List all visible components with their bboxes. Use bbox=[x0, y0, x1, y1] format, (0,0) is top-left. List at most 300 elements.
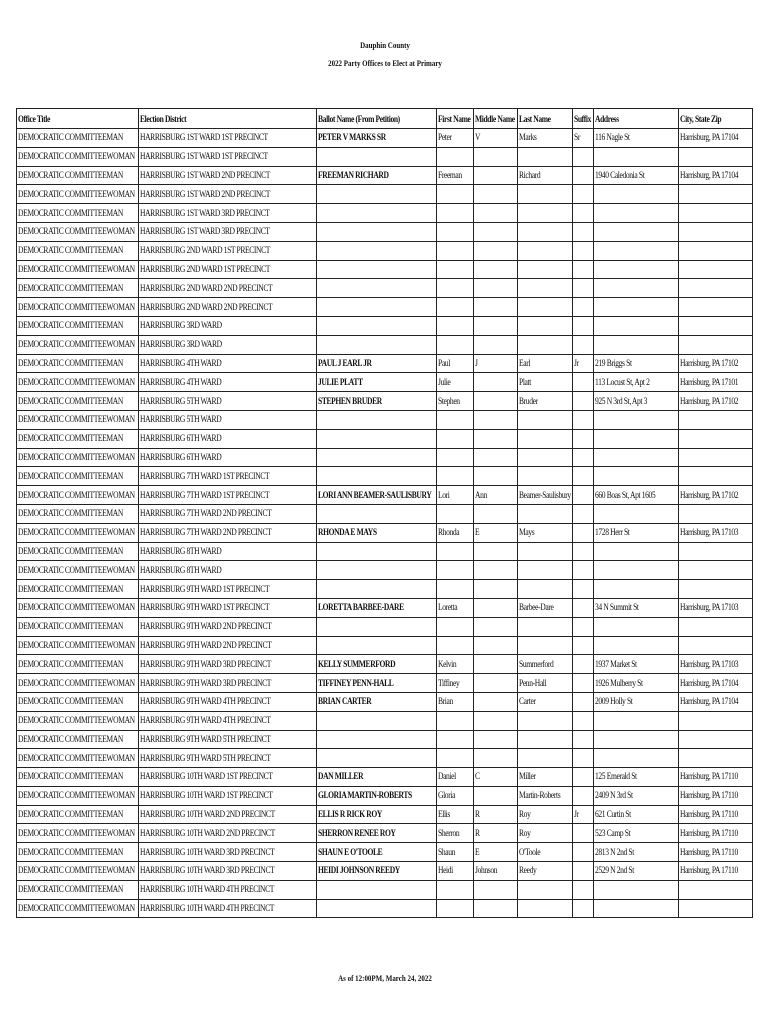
election-district-text: HARRISBURG 1ST WARD 1ST PRECINCT bbox=[140, 132, 268, 143]
cell-office-title bbox=[17, 147, 139, 166]
cell-election-district bbox=[139, 824, 317, 843]
cell-office-title bbox=[17, 504, 139, 523]
cell-office-title bbox=[17, 222, 139, 241]
cell-last-name bbox=[518, 636, 573, 655]
cell-first-name bbox=[437, 692, 474, 711]
cell-city-state-zip bbox=[679, 241, 753, 260]
table-row bbox=[17, 561, 753, 580]
cell-election-district bbox=[139, 204, 317, 223]
last-name-text: Carter bbox=[519, 696, 536, 707]
cell-election-district bbox=[139, 805, 317, 824]
cell-first-name bbox=[437, 279, 474, 298]
first-name-text: Stephen bbox=[438, 395, 460, 406]
cell-ballot-name bbox=[317, 467, 437, 486]
election-district-text: HARRISBURG 9TH WARD 5TH PRECINCT bbox=[140, 752, 271, 763]
cell-middle-name bbox=[474, 692, 518, 711]
last-name-text: Earl bbox=[519, 357, 531, 368]
table-row bbox=[17, 843, 753, 862]
cell-election-district bbox=[139, 598, 317, 617]
cell-first-name bbox=[437, 768, 474, 787]
cell-first-name bbox=[437, 392, 474, 411]
table-row bbox=[17, 335, 753, 354]
first-name-text: Rhonda bbox=[438, 527, 460, 538]
cell-suffix bbox=[573, 862, 594, 881]
first-name-text: Shaun bbox=[438, 846, 456, 857]
ballot-name-text: JULIE PLATT bbox=[318, 376, 363, 387]
cell-election-district bbox=[139, 147, 317, 166]
office-title-text: DEMOCRATIC COMMITTEEMAN bbox=[18, 583, 123, 594]
election-district-text: HARRISBURG 1ST WARD 3RD PRECINCT bbox=[140, 207, 270, 218]
office-title-text: DEMOCRATIC COMMITTEEMAN bbox=[18, 884, 123, 895]
office-title-text: DEMOCRATIC COMMITTEEWOMAN bbox=[18, 564, 135, 575]
cell-suffix bbox=[573, 580, 594, 599]
cell-suffix bbox=[573, 504, 594, 523]
table-row bbox=[17, 504, 753, 523]
cell-ballot-name bbox=[317, 429, 437, 448]
cell-office-title bbox=[17, 674, 139, 693]
ballot-name-text: SHERRON RENEE ROY bbox=[318, 827, 396, 838]
address-text: 2009 Holly St bbox=[595, 696, 633, 707]
table-row bbox=[17, 147, 753, 166]
election-district-text: HARRISBURG 7TH WARD 1ST PRECINCT bbox=[140, 470, 270, 481]
table-row bbox=[17, 692, 753, 711]
cell-middle-name bbox=[474, 260, 518, 279]
cell-middle-name bbox=[474, 467, 518, 486]
office-title-text: DEMOCRATIC COMMITTEEMAN bbox=[18, 809, 123, 820]
cell-suffix bbox=[573, 617, 594, 636]
cell-address bbox=[594, 805, 679, 824]
cell-ballot-name bbox=[317, 749, 437, 768]
candidates-table bbox=[16, 108, 753, 918]
election-district-text: HARRISBURG 2ND WARD 2ND PRECINCT bbox=[140, 301, 273, 312]
election-district-text: HARRISBURG 1ST WARD 2ND PRECINCT bbox=[140, 188, 271, 199]
cell-middle-name bbox=[474, 580, 518, 599]
cell-city-state-zip bbox=[679, 486, 753, 505]
city-state-zip-text: Harrisburg, PA 17104 bbox=[680, 132, 739, 143]
cell-last-name bbox=[518, 730, 573, 749]
cell-address bbox=[594, 561, 679, 580]
last-name-text: Richard bbox=[519, 169, 541, 180]
column-header-label: Office Title bbox=[18, 114, 50, 124]
election-district-text: HARRISBURG 7TH WARD 1ST PRECINCT bbox=[140, 489, 270, 500]
cell-last-name bbox=[518, 467, 573, 486]
cell-office-title bbox=[17, 768, 139, 787]
cell-office-title bbox=[17, 448, 139, 467]
cell-election-district bbox=[139, 655, 317, 674]
cell-middle-name bbox=[474, 129, 518, 148]
table-row bbox=[17, 862, 753, 881]
cell-address bbox=[594, 504, 679, 523]
middle-name-text: E bbox=[475, 527, 480, 538]
cell-first-name bbox=[437, 185, 474, 204]
cell-last-name bbox=[518, 692, 573, 711]
cell-ballot-name bbox=[317, 730, 437, 749]
cell-city-state-zip bbox=[679, 523, 753, 542]
cell-last-name bbox=[518, 749, 573, 768]
cell-suffix bbox=[573, 166, 594, 185]
last-name-text: Reedy bbox=[519, 865, 537, 876]
cell-middle-name bbox=[474, 147, 518, 166]
office-title-text: DEMOCRATIC COMMITTEEWOMAN bbox=[18, 226, 135, 237]
cell-city-state-zip bbox=[679, 692, 753, 711]
column-header-election-district bbox=[139, 109, 317, 129]
election-district-text: HARRISBURG 3RD WARD bbox=[140, 320, 222, 331]
cell-address bbox=[594, 373, 679, 392]
cell-suffix bbox=[573, 129, 594, 148]
city-state-zip-text: Harrisburg, PA 17101 bbox=[680, 376, 739, 387]
table-body bbox=[17, 129, 753, 918]
address-text: 1937 Market St bbox=[595, 658, 637, 669]
cell-address bbox=[594, 711, 679, 730]
table-row bbox=[17, 636, 753, 655]
cell-last-name bbox=[518, 204, 573, 223]
cell-suffix bbox=[573, 354, 594, 373]
cell-ballot-name bbox=[317, 222, 437, 241]
cell-ballot-name bbox=[317, 373, 437, 392]
cell-first-name bbox=[437, 655, 474, 674]
city-state-zip-text: Harrisburg, PA 17104 bbox=[680, 677, 739, 688]
city-state-zip-text: Harrisburg, PA 17103 bbox=[680, 602, 739, 613]
cell-city-state-zip bbox=[679, 185, 753, 204]
table-row bbox=[17, 730, 753, 749]
table-row bbox=[17, 805, 753, 824]
cell-first-name bbox=[437, 448, 474, 467]
election-district-text: HARRISBURG 10TH WARD 2ND PRECINCT bbox=[140, 809, 275, 820]
cell-first-name bbox=[437, 260, 474, 279]
cell-last-name bbox=[518, 185, 573, 204]
cell-ballot-name bbox=[317, 354, 437, 373]
cell-office-title bbox=[17, 316, 139, 335]
cell-last-name bbox=[518, 504, 573, 523]
column-header-middle-name bbox=[474, 109, 518, 129]
cell-first-name bbox=[437, 467, 474, 486]
office-title-text: DEMOCRATIC COMMITTEEWOMAN bbox=[18, 414, 135, 425]
cell-first-name bbox=[437, 711, 474, 730]
first-name-text: Peter bbox=[438, 132, 452, 143]
cell-suffix bbox=[573, 429, 594, 448]
county-title: Dauphin County bbox=[360, 40, 410, 50]
cell-city-state-zip bbox=[679, 542, 753, 561]
cell-election-district bbox=[139, 749, 317, 768]
cell-city-state-zip bbox=[679, 279, 753, 298]
cell-first-name bbox=[437, 147, 474, 166]
cell-office-title bbox=[17, 617, 139, 636]
cell-office-title bbox=[17, 354, 139, 373]
election-district-text: HARRISBURG 9TH WARD 4TH PRECINCT bbox=[140, 696, 271, 707]
cell-address bbox=[594, 260, 679, 279]
cell-office-title bbox=[17, 899, 139, 918]
cell-city-state-zip bbox=[679, 467, 753, 486]
election-district-text: HARRISBURG 2ND WARD 1ST PRECINCT bbox=[140, 245, 271, 256]
cell-address bbox=[594, 674, 679, 693]
middle-name-text: R bbox=[475, 827, 480, 838]
cell-suffix bbox=[573, 298, 594, 317]
city-state-zip-text: Harrisburg, PA 17102 bbox=[680, 357, 739, 368]
cell-office-title bbox=[17, 410, 139, 429]
table-row bbox=[17, 768, 753, 787]
last-name-text: Platt bbox=[519, 376, 531, 387]
cell-first-name bbox=[437, 523, 474, 542]
first-name-text: Loretta bbox=[438, 602, 458, 613]
cell-address bbox=[594, 185, 679, 204]
cell-last-name bbox=[518, 316, 573, 335]
cell-middle-name bbox=[474, 241, 518, 260]
table-row bbox=[17, 598, 753, 617]
cell-city-state-zip bbox=[679, 129, 753, 148]
cell-office-title bbox=[17, 241, 139, 260]
suffix-text: Jr bbox=[574, 357, 579, 368]
office-title-text: DEMOCRATIC COMMITTEEWOMAN bbox=[18, 790, 135, 801]
election-district-text: HARRISBURG 10TH WARD 3RD PRECINCT bbox=[140, 865, 275, 876]
cell-city-state-zip bbox=[679, 335, 753, 354]
address-text: 1940 Caledonia St bbox=[595, 169, 645, 180]
cell-city-state-zip bbox=[679, 373, 753, 392]
election-district-text: HARRISBURG 2ND WARD 1ST PRECINCT bbox=[140, 263, 271, 274]
last-name-text: Roy bbox=[519, 827, 531, 838]
cell-first-name bbox=[437, 298, 474, 317]
cell-middle-name bbox=[474, 824, 518, 843]
column-header-label: Election District bbox=[140, 114, 187, 124]
cell-last-name bbox=[518, 843, 573, 862]
cell-last-name bbox=[518, 561, 573, 580]
election-district-text: HARRISBURG 6TH WARD bbox=[140, 433, 222, 444]
ballot-name-text: KELLY SUMMERFORD bbox=[318, 658, 396, 669]
cell-ballot-name bbox=[317, 523, 437, 542]
cell-middle-name bbox=[474, 674, 518, 693]
election-district-text: HARRISBURG 4TH WARD bbox=[140, 357, 222, 368]
ballot-name-text: ELLIS R RICK ROY bbox=[318, 809, 382, 820]
election-district-text: HARRISBURG 7TH WARD 2ND PRECINCT bbox=[140, 527, 272, 538]
cell-ballot-name bbox=[317, 617, 437, 636]
cell-first-name bbox=[437, 674, 474, 693]
cell-suffix bbox=[573, 805, 594, 824]
cell-last-name bbox=[518, 598, 573, 617]
cell-election-district bbox=[139, 316, 317, 335]
cell-election-district bbox=[139, 279, 317, 298]
last-name-text: Barbee-Dare bbox=[519, 602, 554, 613]
cell-middle-name bbox=[474, 749, 518, 768]
table-row bbox=[17, 749, 753, 768]
last-name-text: Beamer-Saulisbury bbox=[519, 489, 571, 500]
cell-address bbox=[594, 448, 679, 467]
table-row bbox=[17, 279, 753, 298]
cell-address bbox=[594, 316, 679, 335]
cell-middle-name bbox=[474, 279, 518, 298]
cell-address bbox=[594, 768, 679, 787]
cell-suffix bbox=[573, 561, 594, 580]
middle-name-text: V bbox=[475, 132, 481, 143]
table-row bbox=[17, 354, 753, 373]
column-header-address bbox=[594, 109, 679, 129]
first-name-text: Tiffiney bbox=[438, 677, 460, 688]
cell-suffix bbox=[573, 880, 594, 899]
cell-first-name bbox=[437, 636, 474, 655]
election-district-text: HARRISBURG 5TH WARD bbox=[140, 395, 222, 406]
cell-ballot-name bbox=[317, 410, 437, 429]
cell-ballot-name bbox=[317, 636, 437, 655]
office-title-text: DEMOCRATIC COMMITTEEMAN bbox=[18, 132, 123, 143]
cell-first-name bbox=[437, 129, 474, 148]
cell-suffix bbox=[573, 373, 594, 392]
cell-city-state-zip bbox=[679, 429, 753, 448]
cell-election-district bbox=[139, 241, 317, 260]
cell-middle-name bbox=[474, 410, 518, 429]
cell-suffix bbox=[573, 786, 594, 805]
cell-ballot-name bbox=[317, 448, 437, 467]
cell-address bbox=[594, 899, 679, 918]
middle-name-text: J bbox=[475, 357, 478, 368]
cell-last-name bbox=[518, 880, 573, 899]
last-name-text: Miller bbox=[519, 771, 536, 782]
office-title-text: DEMOCRATIC COMMITTEEWOMAN bbox=[18, 188, 135, 199]
cell-election-district bbox=[139, 617, 317, 636]
cell-suffix bbox=[573, 241, 594, 260]
cell-election-district bbox=[139, 561, 317, 580]
cell-election-district bbox=[139, 260, 317, 279]
cell-last-name bbox=[518, 768, 573, 787]
table-row bbox=[17, 467, 753, 486]
election-district-text: HARRISBURG 8TH WARD bbox=[140, 564, 222, 575]
column-header-suffix bbox=[573, 109, 594, 129]
cell-city-state-zip bbox=[679, 862, 753, 881]
cell-first-name bbox=[437, 561, 474, 580]
cell-city-state-zip bbox=[679, 561, 753, 580]
table-row bbox=[17, 429, 753, 448]
cell-last-name bbox=[518, 260, 573, 279]
city-state-zip-text: Harrisburg, PA 17110 bbox=[680, 790, 738, 801]
cell-first-name bbox=[437, 805, 474, 824]
cell-last-name bbox=[518, 655, 573, 674]
office-title-text: DEMOCRATIC COMMITTEEMAN bbox=[18, 207, 123, 218]
cell-city-state-zip bbox=[679, 580, 753, 599]
cell-city-state-zip bbox=[679, 410, 753, 429]
cell-first-name bbox=[437, 204, 474, 223]
cell-address bbox=[594, 147, 679, 166]
address-text: 34 N Summit St bbox=[595, 602, 639, 613]
cell-last-name bbox=[518, 580, 573, 599]
cell-election-district bbox=[139, 222, 317, 241]
table-header bbox=[17, 109, 753, 129]
cell-first-name bbox=[437, 542, 474, 561]
table-row bbox=[17, 711, 753, 730]
cell-first-name bbox=[437, 824, 474, 843]
cell-election-district bbox=[139, 298, 317, 317]
cell-election-district bbox=[139, 448, 317, 467]
office-title-text: DEMOCRATIC COMMITTEEWOMAN bbox=[18, 827, 135, 838]
election-district-text: HARRISBURG 1ST WARD 1ST PRECINCT bbox=[140, 151, 268, 162]
election-district-text: HARRISBURG 10TH WARD 2ND PRECINCT bbox=[140, 827, 275, 838]
office-title-text: DEMOCRATIC COMMITTEEWOMAN bbox=[18, 339, 135, 350]
cell-first-name bbox=[437, 373, 474, 392]
address-text: 621 Curtin St bbox=[595, 809, 631, 820]
table-row bbox=[17, 222, 753, 241]
cell-middle-name bbox=[474, 392, 518, 411]
address-text: 219 Briggs St bbox=[595, 357, 632, 368]
cell-office-title bbox=[17, 429, 139, 448]
cell-first-name bbox=[437, 504, 474, 523]
cell-office-title bbox=[17, 598, 139, 617]
header-row bbox=[17, 109, 753, 129]
cell-city-state-zip bbox=[679, 674, 753, 693]
cell-suffix bbox=[573, 316, 594, 335]
middle-name-text: R bbox=[475, 809, 480, 820]
cell-ballot-name bbox=[317, 316, 437, 335]
address-text: 660 Boas St, Apt 1605 bbox=[595, 489, 656, 500]
election-district-text: HARRISBURG 6TH WARD bbox=[140, 451, 222, 462]
cell-address bbox=[594, 749, 679, 768]
office-title-text: DEMOCRATIC COMMITTEEMAN bbox=[18, 169, 123, 180]
ballot-name-text: PETER V MARKS SR bbox=[318, 132, 386, 143]
table-row bbox=[17, 166, 753, 185]
cell-last-name bbox=[518, 617, 573, 636]
cell-office-title bbox=[17, 692, 139, 711]
office-title-text: DEMOCRATIC COMMITTEEMAN bbox=[18, 846, 123, 857]
cell-last-name bbox=[518, 354, 573, 373]
cell-last-name bbox=[518, 899, 573, 918]
cell-ballot-name bbox=[317, 392, 437, 411]
ballot-name-text: TIFFINEY PENN-HALL bbox=[318, 677, 394, 688]
cell-office-title bbox=[17, 392, 139, 411]
cell-last-name bbox=[518, 279, 573, 298]
cell-city-state-zip bbox=[679, 260, 753, 279]
address-text: 1926 Mulberry St bbox=[595, 677, 643, 688]
cell-city-state-zip bbox=[679, 147, 753, 166]
cell-ballot-name bbox=[317, 279, 437, 298]
cell-election-district bbox=[139, 542, 317, 561]
address-text: 125 Emerald St bbox=[595, 771, 637, 782]
cell-office-title bbox=[17, 805, 139, 824]
cell-office-title bbox=[17, 730, 139, 749]
table-row bbox=[17, 486, 753, 505]
cell-city-state-zip bbox=[679, 354, 753, 373]
cell-last-name bbox=[518, 862, 573, 881]
cell-ballot-name bbox=[317, 786, 437, 805]
cell-suffix bbox=[573, 279, 594, 298]
cell-first-name bbox=[437, 166, 474, 185]
office-title-text: DEMOCRATIC COMMITTEEWOMAN bbox=[18, 451, 135, 462]
city-state-zip-text: Harrisburg, PA 17104 bbox=[680, 169, 739, 180]
office-title-text: DEMOCRATIC COMMITTEEMAN bbox=[18, 508, 123, 519]
cell-election-district bbox=[139, 674, 317, 693]
table-row bbox=[17, 392, 753, 411]
last-name-text: O'Toole bbox=[519, 846, 541, 857]
cell-ballot-name bbox=[317, 843, 437, 862]
cell-first-name bbox=[437, 429, 474, 448]
table-row bbox=[17, 899, 753, 918]
cell-suffix bbox=[573, 636, 594, 655]
cell-ballot-name bbox=[317, 561, 437, 580]
cell-address bbox=[594, 692, 679, 711]
address-text: 113 Locust St, Apt 2 bbox=[595, 376, 650, 387]
cell-city-state-zip bbox=[679, 392, 753, 411]
office-title-text: DEMOCRATIC COMMITTEEMAN bbox=[18, 470, 123, 481]
office-title-text: DEMOCRATIC COMMITTEEMAN bbox=[18, 658, 123, 669]
office-title-text: DEMOCRATIC COMMITTEEWOMAN bbox=[18, 752, 135, 763]
table-row bbox=[17, 185, 753, 204]
cell-city-state-zip bbox=[679, 598, 753, 617]
last-name-text: Mays bbox=[519, 527, 535, 538]
office-title-text: DEMOCRATIC COMMITTEEWOMAN bbox=[18, 263, 135, 274]
cell-middle-name bbox=[474, 185, 518, 204]
cell-ballot-name bbox=[317, 185, 437, 204]
cell-election-district bbox=[139, 692, 317, 711]
cell-election-district bbox=[139, 373, 317, 392]
cell-suffix bbox=[573, 392, 594, 411]
office-title-text: DEMOCRATIC COMMITTEEMAN bbox=[18, 320, 123, 331]
column-header-ballot-name bbox=[317, 109, 437, 129]
middle-name-text: Ann bbox=[475, 489, 487, 500]
cell-office-title bbox=[17, 862, 139, 881]
